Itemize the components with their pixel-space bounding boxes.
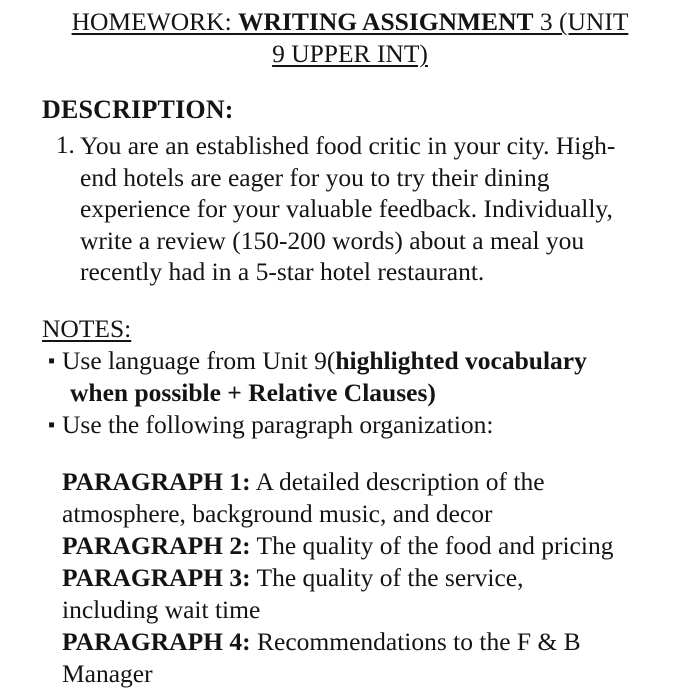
title-prefix: HOMEWORK: [71, 7, 239, 36]
note1-bold-2: when possible + Relative Clauses) [70, 377, 436, 407]
document-title [20, 6, 680, 38]
paragraph-2-label: PARAGRAPH 2: [62, 531, 251, 560]
document-title-line2: 9 UPPER INT) [272, 39, 428, 68]
paragraph-2-text: The quality of the food and pricing [250, 531, 614, 560]
title-suffix: 3 (UNIT [533, 7, 629, 36]
title-bold: WRITING ASSIGNMENT [238, 7, 534, 36]
paragraph-4-text-cont: Manager [62, 659, 153, 688]
paragraph-3-text: The quality of the service, [250, 563, 524, 592]
description-line: experience for your valuable feedback. Individually, [80, 194, 613, 224]
paragraph-3-label: PARAGRAPH 3: [62, 563, 251, 592]
paragraph-organization [62, 466, 613, 690]
notes-heading: NOTES: [42, 314, 132, 343]
bullet-icon: ▪ [48, 350, 56, 372]
bullet-icon: ▪ [48, 414, 56, 436]
description-line: You are an established food critic in your city. High- [80, 131, 616, 160]
description-text [80, 130, 615, 288]
paragraph-1-text-cont: atmosphere, background music, and decor [62, 499, 493, 528]
note-item-1 [62, 345, 587, 408]
description-line: write a review (150-200 words) about a meal you [80, 225, 585, 255]
paragraph-4-text: Recommendations to the F & B [250, 627, 581, 656]
paragraph-1-text: A detailed description of the [250, 467, 545, 496]
paragraph-4-label: PARAGRAPH 4: [62, 627, 251, 656]
paragraph-3-text-cont: including wait time [62, 595, 261, 624]
note-item-2: Use the following paragraph organization: [62, 410, 494, 439]
note1-plain: Use language from Unit 9( [62, 346, 336, 375]
description-heading: DESCRIPTION: [42, 95, 234, 124]
description-line: end hotels are eager for you to try their dining [80, 162, 550, 192]
paragraph-1-label: PARAGRAPH 1: [62, 467, 251, 496]
description-item-number: 1. [56, 132, 75, 159]
description-line: recently had in a 5-star hotel restaurant. [80, 257, 485, 287]
note1-bold-1: highlighted vocabulary [335, 346, 587, 375]
